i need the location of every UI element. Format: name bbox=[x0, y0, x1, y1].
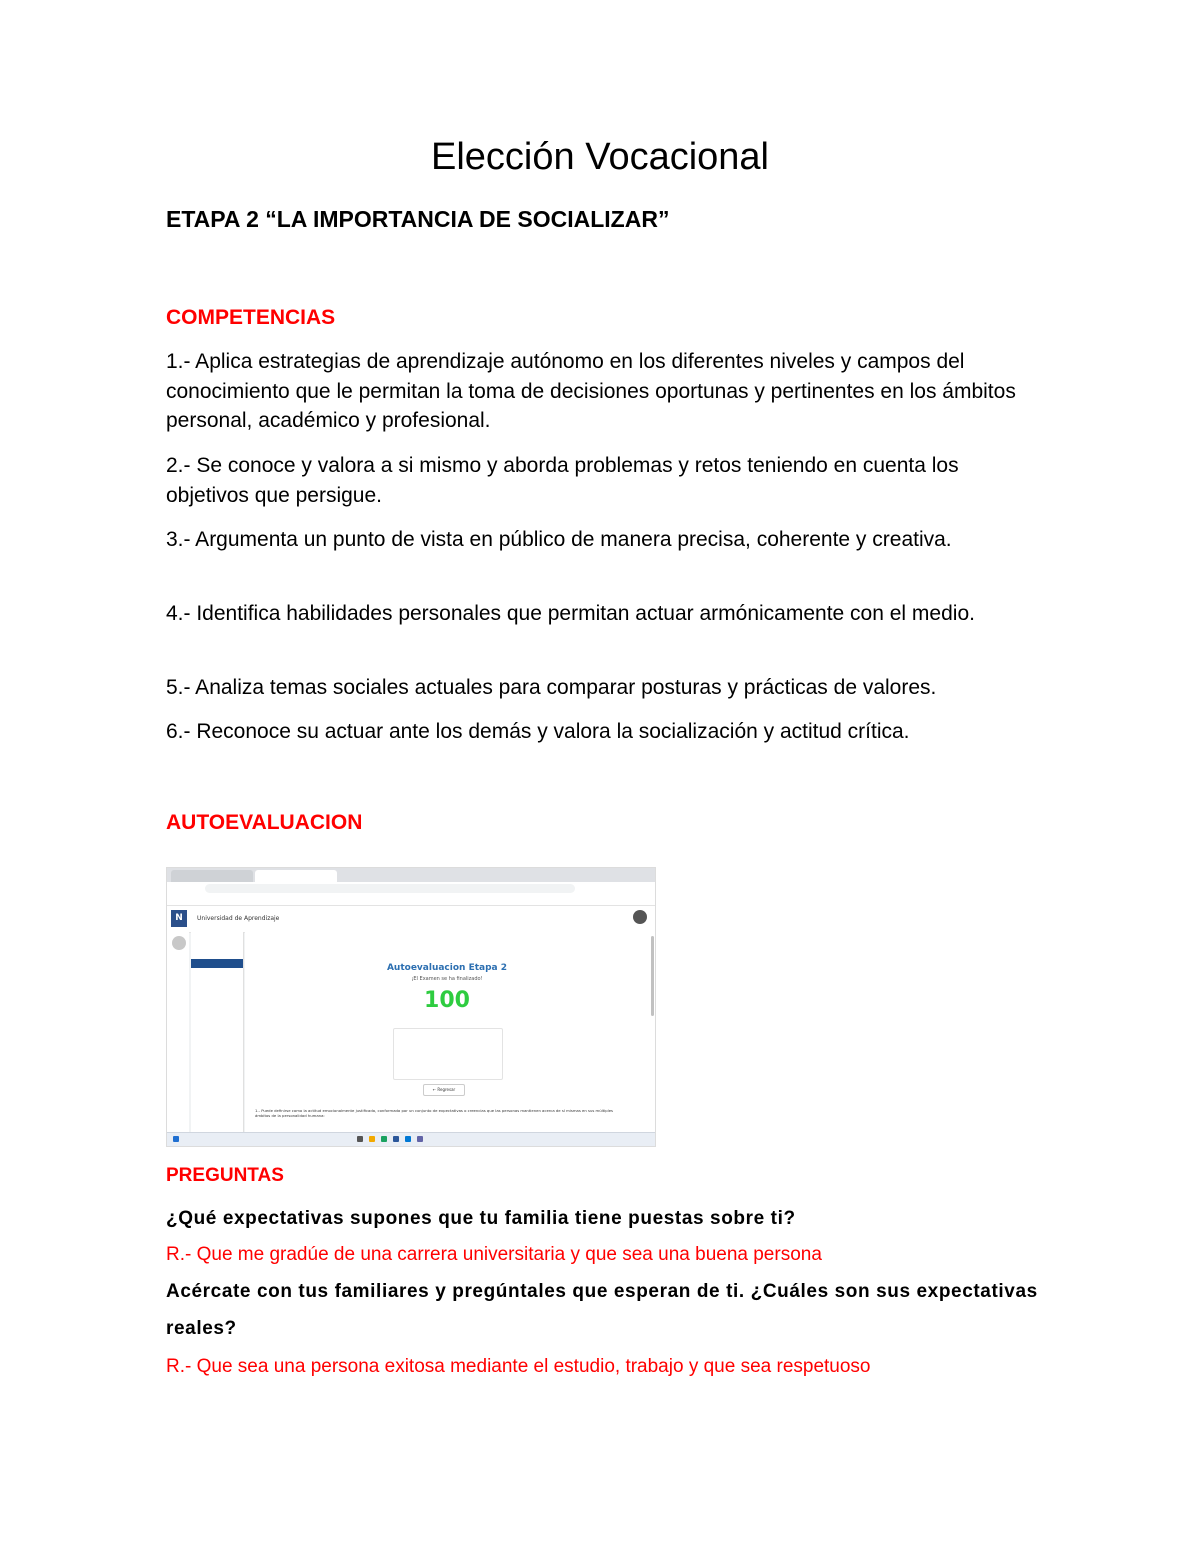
os-taskbar bbox=[167, 1132, 655, 1147]
profile-avatar-icon bbox=[172, 936, 186, 950]
exam-question-text: 1.- Puede definirse como la actitud emocionalmente justificada, conformada por un conjunto de expectativas o creencias que las personas mantienen acerca de sí mismas en sus múltiples ámbitos de la personalidad humana: bbox=[255, 1108, 614, 1118]
answer-1: R.- Que me gradúe de una carrera universitaria y que sea una buena persona bbox=[166, 1244, 822, 1265]
competencia-item-4: 4.- Identifica habilidades personales que permitan actuar armónicamente con el medio. bbox=[166, 602, 975, 625]
competencias-heading: COMPETENCIAS bbox=[166, 306, 336, 329]
user-avatar-icon bbox=[633, 910, 647, 924]
exam-status: ¡El Examen se ha finalizado! bbox=[411, 976, 483, 982]
windows-start-icon bbox=[173, 1136, 179, 1142]
taskbar-folder-icon bbox=[369, 1136, 375, 1142]
document-title: Elección Vocacional bbox=[431, 136, 769, 178]
autoevaluacion-heading: AUTOEVALUACION bbox=[166, 811, 363, 834]
browser-tab-active bbox=[255, 870, 337, 882]
competencia-item-5: 5.- Analiza temas sociales actuales para comparar posturas y prácticas de valores. bbox=[166, 676, 937, 699]
taskbar-teams-icon bbox=[417, 1136, 423, 1142]
question-2: Acércate con tus familiares y pregúntales que esperan de ti. ¿Cuáles son sus expectativas reales? bbox=[166, 1281, 1038, 1339]
autoevaluacion-screenshot bbox=[166, 867, 656, 1147]
exam-score: 100 bbox=[424, 988, 470, 1013]
bookmarks-bar bbox=[167, 895, 655, 906]
taskbar-edge-icon bbox=[405, 1136, 411, 1142]
competencia-item-3: 3.- Argumenta un punto de vista en público de manera precisa, coherente y creativa. bbox=[166, 528, 952, 551]
exam-title: Autoevaluacion Etapa 2 bbox=[386, 963, 508, 973]
browser-tab bbox=[171, 870, 253, 882]
back-button: ← Regresar bbox=[423, 1084, 465, 1096]
left-rail bbox=[167, 932, 189, 1132]
question-1: ¿Qué expectativas supones que tu familia tiene puestas sobre ti? bbox=[166, 1208, 796, 1229]
preguntas-heading: PREGUNTAS bbox=[166, 1165, 284, 1186]
taskbar-chrome-icon bbox=[381, 1136, 387, 1142]
app-title: Universidad de Aprendizaje bbox=[197, 915, 280, 922]
taskbar-app-icon bbox=[357, 1136, 363, 1142]
document-subtitle: ETAPA 2 “LA IMPORTANCIA DE SOCIALIZAR” bbox=[166, 206, 670, 232]
exam-info-box bbox=[393, 1028, 503, 1080]
competencia-item-6: 6.- Reconoce su actuar ante los demás y valora la socialización y actitud crítica. bbox=[166, 720, 910, 743]
competencia-item-2: 2.- Se conoce y valora a si mismo y aborda problemas y retos teniendo en cuenta los objetivos que persigue. bbox=[166, 454, 959, 507]
address-bar bbox=[205, 884, 575, 893]
app-logo: N bbox=[171, 910, 187, 927]
answer-2: R.- Que sea una persona exitosa mediante el estudio, trabajo y que sea respetuoso bbox=[166, 1356, 871, 1377]
taskbar-word-icon bbox=[393, 1136, 399, 1142]
competencia-item-1: 1.- Aplica estrategias de aprendizaje autónomo en los diferentes niveles y campos del conocimiento que le permitan la toma de decisiones oportunas y pertinentes en los ámbitos personal, académico y profesional. bbox=[166, 350, 1016, 432]
